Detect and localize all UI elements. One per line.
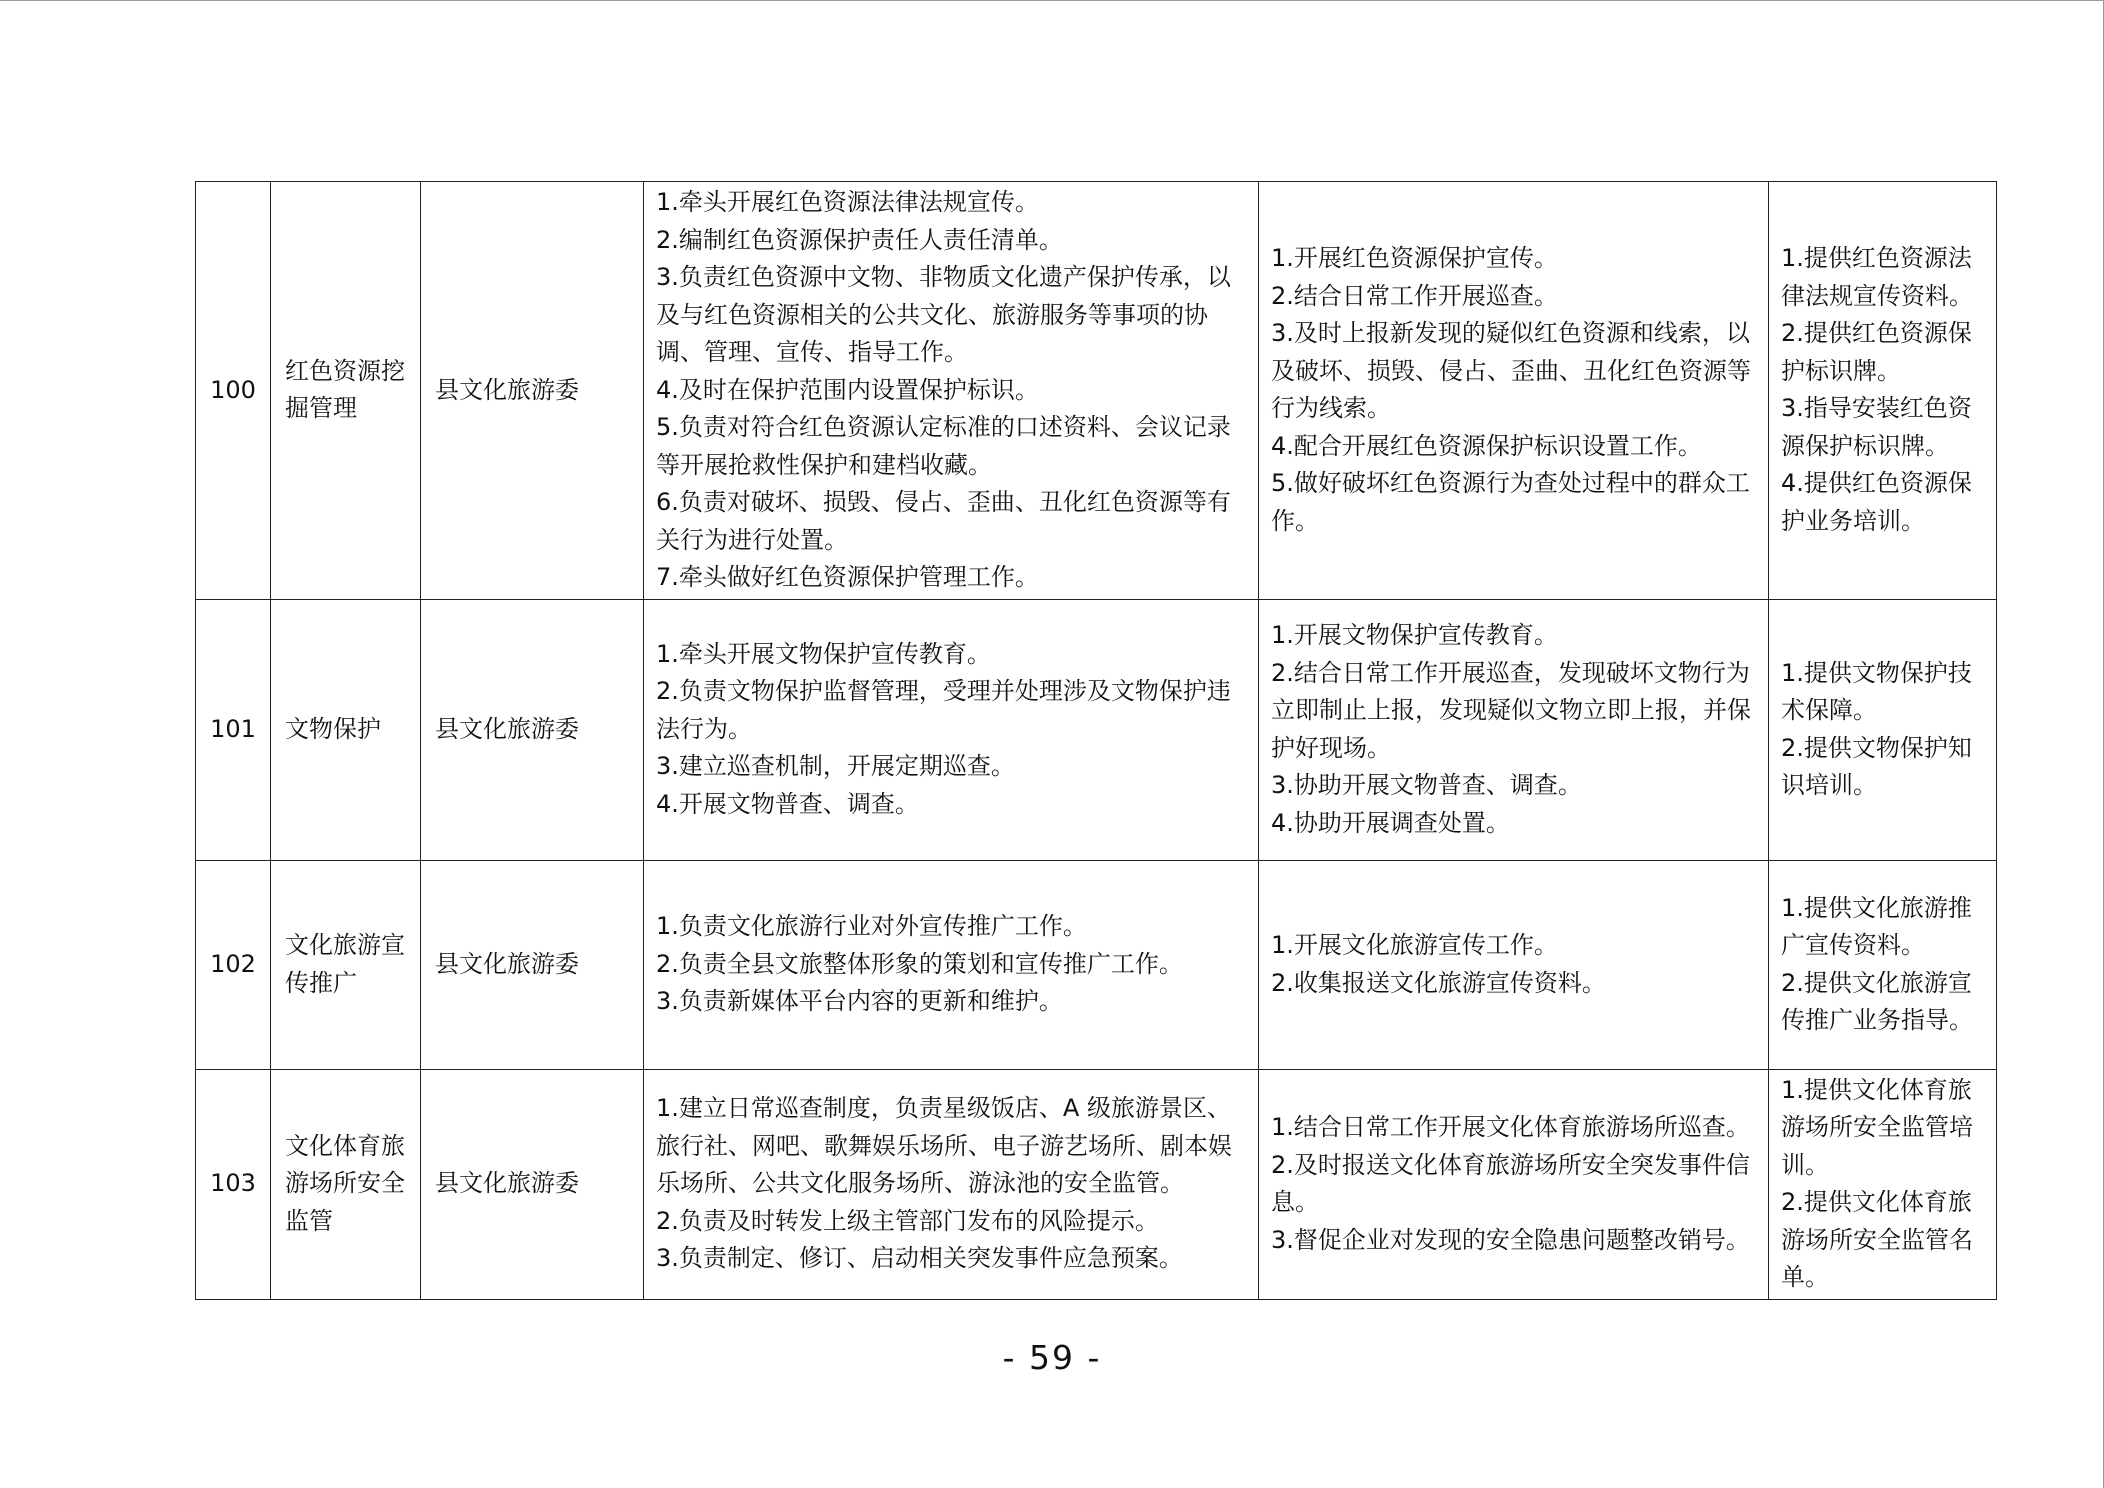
item-name: 文物保护 (271, 599, 421, 860)
support-item: 1.提供文化体育旅游场所安全监管培训。 (1781, 1075, 1973, 1179)
support-item: 2.提供文物保护知识培训。 (1781, 733, 1972, 799)
duty-item: 7.牵头做好红色资源保护管理工作。 (656, 563, 1039, 591)
duty-item: 1.负责文化旅游行业对外宣传推广工作。 (656, 912, 1087, 941)
support-cell (1769, 1069, 1997, 1299)
county-duties-cell (644, 599, 1259, 860)
support-cell (1769, 599, 1997, 860)
duty-item: 4.协助开展调查处置。 (1271, 808, 1510, 837)
duty-item: 3.及时上报新发现的疑似红色资源和线索，以及破坏、损毁、侵占、歪曲、丑化红色资源等行为线索。 (1271, 319, 1751, 423)
item-name: 文化旅游宣传推广 (271, 860, 421, 1069)
table-row (196, 182, 1997, 600)
item-name: 红色资源挖掘管理 (271, 182, 421, 600)
duty-item: 2.及时报送文化体育旅游场所安全突发事件信息。 (1271, 1150, 1750, 1216)
duty-item: 2.负责文物保护监督管理，受理并处理涉及文物保护违法行为。 (656, 677, 1231, 743)
support-item: 1.提供文物保护技术保障。 (1781, 658, 1972, 724)
duty-item: 3.负责制定、修订、启动相关突发事件应急预案。 (656, 1244, 1183, 1273)
duty-item: 4.配合开展红色资源保护标识设置工作。 (1271, 431, 1702, 460)
duty-item: 2.编制红色资源保护责任人责任清单。 (656, 225, 1063, 254)
duty-item: 3.建立巡查机制，开展定期巡查。 (656, 752, 1015, 781)
duty-item: 1.牵头开展红色资源法律法规宣传。 (656, 188, 1039, 216)
row-number: 103 (196, 1069, 271, 1299)
duty-item: 3.督促企业对发现的安全隐患问题整改销号。 (1271, 1225, 1750, 1254)
item-name: 文化体育旅游场所安全监管 (271, 1069, 421, 1299)
duty-item: 5.做好破坏红色资源行为查处过程中的群众工作。 (1271, 469, 1750, 535)
table-row (196, 599, 1997, 860)
duty-item: 1.开展文物保护宣传教育。 (1271, 621, 1558, 649)
county-duties-cell (644, 182, 1259, 600)
duty-item: 4.开展文物普查、调查。 (656, 789, 919, 818)
responsible-department: 县文化旅游委 (421, 1069, 644, 1299)
table-row (196, 1069, 1997, 1299)
duty-item: 1.结合日常工作开展文化体育旅游场所巡查。 (1271, 1113, 1750, 1141)
row-number: 102 (196, 860, 271, 1069)
town-duties-cell (1259, 599, 1769, 860)
duty-item: 3.协助开展文物普查、调查。 (1271, 771, 1582, 799)
support-cell (1769, 182, 1997, 600)
duty-item: 1.开展红色资源保护宣传。 (1271, 244, 1558, 273)
row-number: 100 (196, 182, 271, 600)
duty-item: 4.及时在保护范围内设置保护标识。 (656, 375, 1039, 404)
county-duties-cell (644, 860, 1259, 1069)
duty-item: 2.负责全县文旅整体形象的策划和宣传推广工作。 (656, 949, 1183, 978)
town-duties-cell (1259, 182, 1769, 600)
town-duties-cell (1259, 860, 1769, 1069)
support-item: 4.提供红色资源保护业务培训。 (1781, 469, 1972, 535)
table-row (196, 860, 1997, 1069)
duty-item: 1.开展文化旅游宣传工作。 (1271, 931, 1558, 959)
duty-item: 5.负责对符合红色资源认定标准的口述资料、会议记录等开展抢救性保护和建档收藏。 (656, 413, 1231, 479)
support-item: 1.提供红色资源法律法规宣传资料。 (1781, 244, 1973, 310)
duty-item: 1.建立日常巡查制度，负责星级饭店、A 级旅游景区、旅行社、网吧、歌舞娱乐场所、电子游艺场所、剧本娱乐场所、公共文化服务场所、游泳池的安全监管。 (656, 1094, 1232, 1198)
duty-item: 2.结合日常工作开展巡查。 (1271, 281, 1558, 310)
support-item: 2.提供文化体育旅游场所安全监管名单。 (1781, 1188, 1973, 1291)
town-duties-cell (1259, 1069, 1769, 1299)
responsible-department: 县文化旅游委 (421, 599, 644, 860)
duty-list-table (195, 181, 1997, 1300)
support-item: 2.提供文化旅游宣传推广业务指导。 (1781, 968, 1973, 1034)
responsible-department: 县文化旅游委 (421, 182, 644, 600)
support-item: 2.提供红色资源保护标识牌。 (1781, 319, 1972, 385)
duty-item: 2.结合日常工作开展巡查，发现破坏文物行为立即制止上报，发现疑似文物立即上报，并保护好现场。 (1271, 658, 1751, 762)
page-number: - 59 - (1002, 1338, 1102, 1377)
page-top-edge (0, 0, 2104, 1)
row-number: 101 (196, 599, 271, 860)
duty-item: 3.负责新媒体平台内容的更新和维护。 (656, 987, 1063, 1016)
duty-item: 2.收集报送文化旅游宣传资料。 (1271, 968, 1606, 997)
duty-item: 6.负责对破坏、损毁、侵占、歪曲、丑化红色资源等有关行为进行处置。 (656, 488, 1231, 554)
duty-item: 3.负责红色资源中文物、非物质文化遗产保护传承，以及与红色资源相关的公共文化、旅游服务等事项的协调、管理、宣传、指导工作。 (656, 263, 1231, 366)
duty-item: 2.负责及时转发上级主管部门发布的风险提示。 (656, 1206, 1159, 1235)
support-item: 1.提供文化旅游推广宣传资料。 (1781, 893, 1972, 959)
county-duties-cell (644, 1069, 1259, 1299)
duty-item: 1.牵头开展文物保护宣传教育。 (656, 639, 991, 668)
support-cell (1769, 860, 1997, 1069)
support-item: 3.指导安装红色资源保护标识牌。 (1781, 394, 1972, 460)
responsible-department: 县文化旅游委 (421, 860, 644, 1069)
